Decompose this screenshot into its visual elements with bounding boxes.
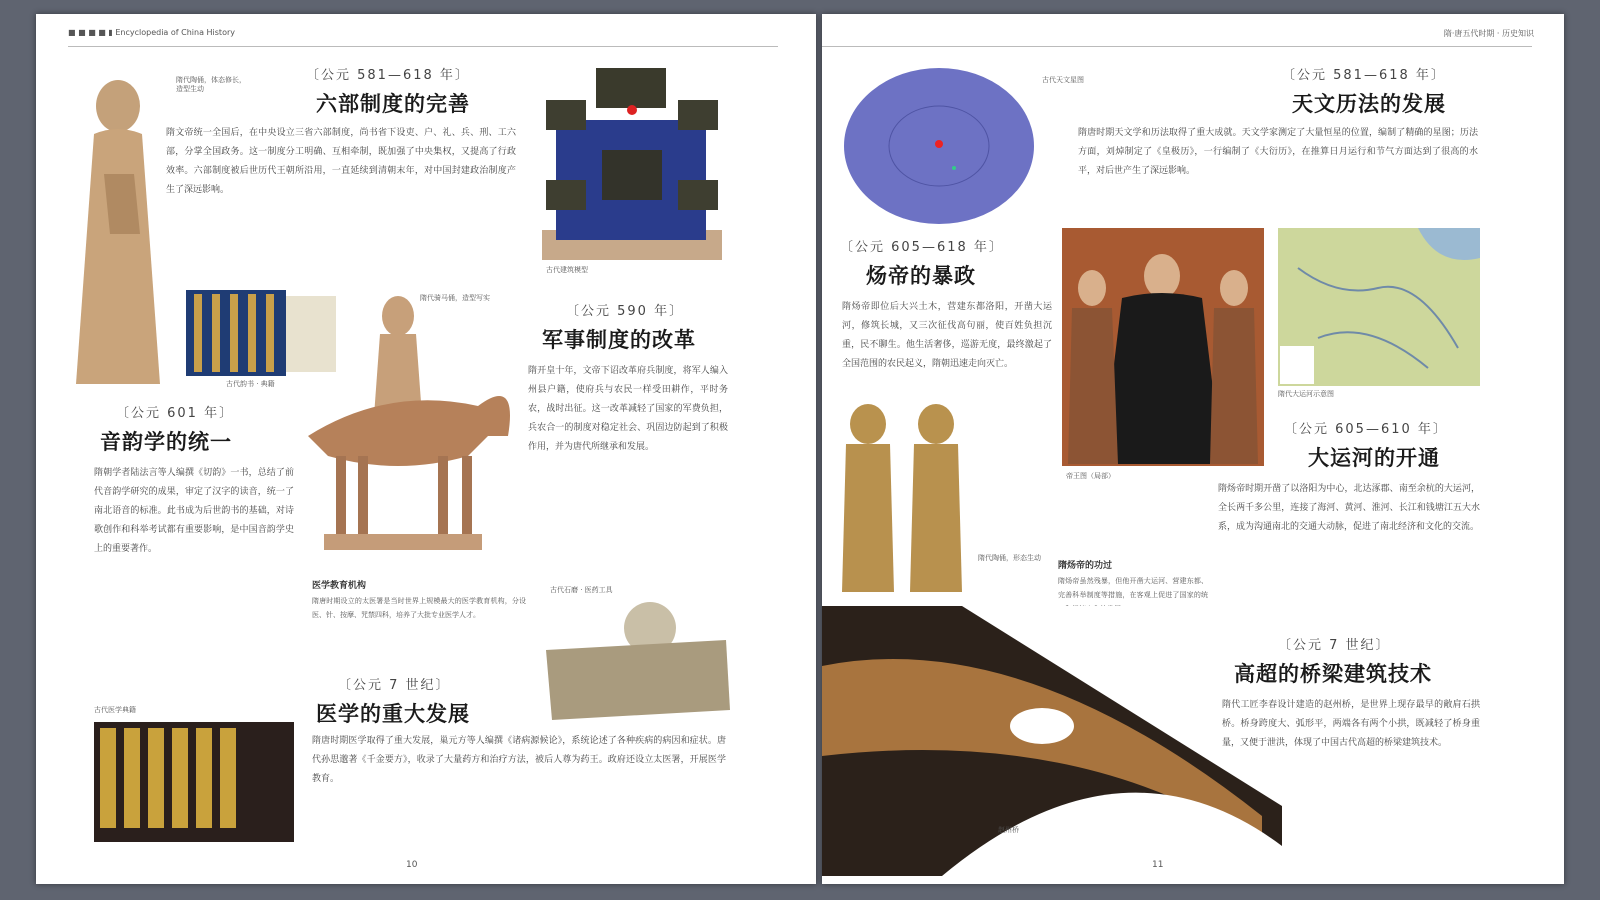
right-boxed-body: 隋炀帝虽然残暴，但他开凿大运河、营建东都、完善科举制度等措施，在客观上促进了国家的统 xyxy=(1058,577,1208,599)
figurines-caption: 隋代陶俑，形态生动 xyxy=(978,554,1041,562)
section-2-title: 军事制度的改革 xyxy=(542,328,696,352)
section-2-body: 隋开皇十年，文帝下诏改革府兵制度，将军人编入州县户籍，使府兵与农民一样受田耕作，平时务农，战时出征。这一改革减轻了国家的军费负担，兵农合一的制度对稳定社会、巩固边防起到了积极作用，并为唐代所继承和发展。 xyxy=(528,366,728,452)
figure-caption: 隋代陶俑，体态修长，造型生动 xyxy=(176,76,246,93)
right-section-4-body: 隋代工匠李春设计建造的赵州桥，是世界上现存最早的敞肩石拱桥。桥身跨度大、弧形平，两端各有两个小拱，既减轻了桥身重量，又便于泄洪，体现了中国古代高超的桥梁建筑技术。 xyxy=(1222,700,1480,748)
right-section-1-title: 天文历法的发展 xyxy=(1292,92,1446,116)
star-map-caption: 古代天文星图 xyxy=(1042,76,1084,84)
boxed-title: 医学教育机构 xyxy=(312,581,367,591)
books2-caption: 古代医学典籍 xyxy=(94,706,136,714)
section-3-body: 隋朝学者陆法言等人编撰《切韵》一书，总结了前代音韵学研究的成果，审定了汉字的读音，统一了南北语音的标准。此书成为后世韵书的基础，对诗歌创作和科举考试都有重要影响，是中国音韵学史上的重要著作。 xyxy=(94,468,294,554)
figurines-image xyxy=(832,400,974,596)
section-4-era: 〔公元 7 世纪〕 xyxy=(338,678,451,693)
section-1-era: 〔公元 581—618 年〕 xyxy=(306,68,470,83)
temple-model-image xyxy=(532,60,732,272)
boxed-body: 隋唐时期设立的太医署是当时世界上规模最大的医学教育机构，分设医、针、按摩、咒禁四科，培养了大批专业医学人才。 xyxy=(312,597,526,619)
right-page xyxy=(822,14,1564,884)
left-page-number: 10 xyxy=(406,860,418,870)
rider-caption: 隋代骑马俑，造型写实 xyxy=(420,294,490,302)
right-section-3-body: 隋炀帝时期开凿了以洛阳为中心，北达涿郡、南至余杭的大运河，全长两千多公里，连接了海河、黄河、淮河、长江和钱塘江五大水系，成为沟通南北的交通大动脉，促进了南北经济和文化的交流。 xyxy=(1218,484,1480,532)
left-page xyxy=(36,14,816,884)
horse-rider-image xyxy=(298,286,523,558)
left-header: ■ ■ ■ ■ ▮ Encyclopedia of China History xyxy=(68,28,235,37)
section-4-title: 医学的重大发展 xyxy=(316,702,470,726)
section-2-era: 〔公元 590 年〕 xyxy=(566,304,685,319)
right-section-1-era: 〔公元 581—618 年〕 xyxy=(1282,68,1446,83)
canal-map-image xyxy=(1278,228,1480,386)
painting-caption: 帝王图（局部） xyxy=(1066,472,1115,480)
map-caption: 隋代大运河示意图 xyxy=(1278,390,1334,398)
right-section-2-body: 隋炀帝即位后大兴土木，营建东都洛阳，开凿大运河，修筑长城，又三次征伐高句丽，使百姓负担沉重，民不聊生。他生活奢侈，巡游无度，最终激起了全国范围的农民起义，隋朝迅速走向灭亡。 xyxy=(842,302,1052,369)
right-section-4-title: 高超的桥梁建筑技术 xyxy=(1234,662,1432,686)
temple-caption: 古代建筑模型 xyxy=(546,266,588,274)
standing-figure-image xyxy=(64,64,172,394)
millstone-caption: 古代石磨 · 医药工具 xyxy=(550,586,613,594)
bridge-caption: 赵州桥 xyxy=(998,826,1019,834)
right-section-2-era: 〔公元 605—618 年〕 xyxy=(840,240,1004,255)
header-ornament-icon: ■ ■ ■ ■ ▮ xyxy=(68,28,116,37)
ancient-books-image xyxy=(94,722,294,842)
section-1-body: 隋文帝统一全国后，在中央设立三省六部制度，尚书省下设吏、户、礼、兵、刑、工六部，分掌全国政务。这一制度分工明确、互相牵制，既加强了中央集权，又提高了行政效率。六部制度被后世历代王朝所沿用，一直延续到清朝末年，对中国封建政治制度产生了深远影响。 xyxy=(166,128,516,195)
right-section-4-era: 〔公元 7 世纪〕 xyxy=(1278,638,1391,653)
right-header-rule xyxy=(822,46,1532,47)
right-section-2-title: 炀帝的暴政 xyxy=(866,264,976,288)
section-1-title: 六部制度的完善 xyxy=(316,92,470,116)
section-3-title: 音韵学的统一 xyxy=(100,430,232,454)
section-4-body: 隋唐时期医学取得了重大发展，巢元方等人编撰《诸病源候论》，系统论述了各种疾病的病因和症状。唐代孙思邈著《千金要方》，收录了大量药方和治疗方法，被后人尊为药王。政府还设立太医署，开展医学教育。 xyxy=(312,736,726,784)
right-section-3-era: 〔公元 605—610 年〕 xyxy=(1284,422,1448,437)
right-header: 隋·唐五代时期 · 历史知识 xyxy=(1443,29,1534,38)
emperor-painting-image xyxy=(1062,228,1264,466)
books-caption: 古代韵书 · 典籍 xyxy=(226,380,275,388)
header-rule xyxy=(68,46,778,47)
right-section-1-body: 隋唐时期天文学和历法取得了重大成就。天文学家测定了大量恒星的位置，编制了精确的星图；历法方面，刘焯制定了《皇极历》，一行编制了《大衍历》，在推算日月运行和节气方面达到了很高的水平，对后世产生了深远影响。 xyxy=(1078,128,1478,176)
right-page-number: 11 xyxy=(1152,860,1164,870)
section-3-era: 〔公元 601 年〕 xyxy=(116,406,235,421)
millstone-image xyxy=(540,600,732,732)
star-map-image xyxy=(834,58,1044,228)
zhaozhou-bridge-image xyxy=(822,606,1282,876)
right-section-3-title: 大运河的开通 xyxy=(1308,446,1440,470)
right-boxed-title: 隋炀帝的功过 xyxy=(1058,561,1113,571)
